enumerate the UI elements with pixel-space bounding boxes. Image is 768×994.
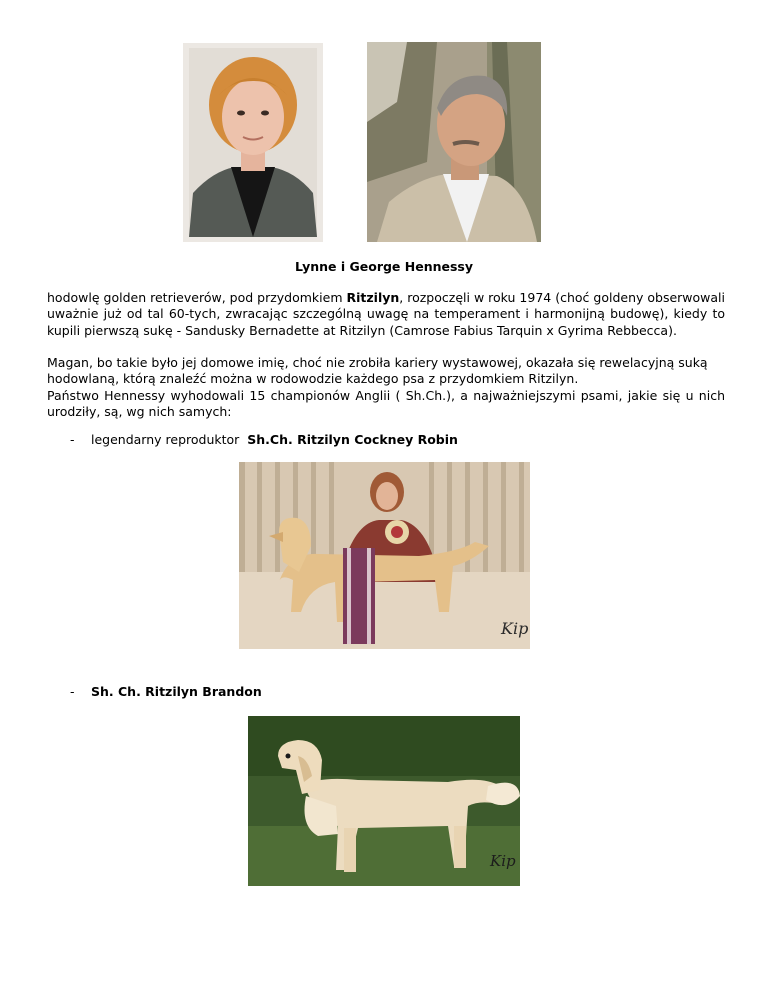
champions-paragraph bbox=[47, 388, 725, 421]
photo-lynne-hennessy bbox=[183, 43, 323, 242]
dog-name-cockney-robin: Sh.Ch. Ritzilyn Cockney Robin bbox=[247, 432, 458, 447]
intro-paragraph bbox=[47, 290, 725, 339]
photo-brandon bbox=[248, 716, 520, 886]
photo-signature-1: Kip bbox=[501, 619, 529, 638]
bullet-1-prefix: legendarny reproduktor bbox=[91, 432, 248, 447]
intro-text-end: , rozpoczęli w roku 1974 (choć goldeny obserwowali uważnie już od tal 60-tych, zwracając szczególną uwagę na temperament i harmonijną budowę), kiedy to kupili pierwszą sukę - Sandusky Bernadette at Ritzilyn (Camrose Fabius Tarquin x Gyrima Rebbecca). bbox=[47, 290, 725, 338]
bullet-dash-2: - bbox=[70, 684, 75, 699]
kennel-name: Ritzilyn bbox=[346, 290, 400, 305]
magan-paragraph bbox=[47, 355, 725, 388]
magan-text: Magan, bo takie było jej domowe imię, choć nie zrobiła kariery wystawowej, okazała się rewelacyjną suką hodowlaną, którą znaleźć można w rodowodzie każdego psa z przydomkiem Ritzilyn. bbox=[47, 355, 708, 387]
intro-text-start: hodowlę golden retrieverów, pod przydomkiem bbox=[47, 290, 347, 305]
bullet-dash-1: - bbox=[70, 432, 75, 447]
champions-text: Państwo Hennessy wyhodowali 15 championów Anglii ( Sh.Ch.), a najważniejszymi psami, jakie się u nich urodziły, są, wg nich samych: bbox=[47, 388, 725, 420]
dog-name-brandon: Sh. Ch. Ritzilyn Brandon bbox=[91, 684, 262, 699]
bullet-item-2 bbox=[91, 684, 262, 699]
photo-signature-2: Kip bbox=[490, 852, 516, 870]
photo-caption: Lynne i George Hennessy bbox=[294, 259, 474, 274]
bullet-item-1 bbox=[91, 432, 458, 447]
photo-cockney-robin bbox=[239, 462, 530, 649]
photo-george-hennessy bbox=[367, 42, 541, 242]
